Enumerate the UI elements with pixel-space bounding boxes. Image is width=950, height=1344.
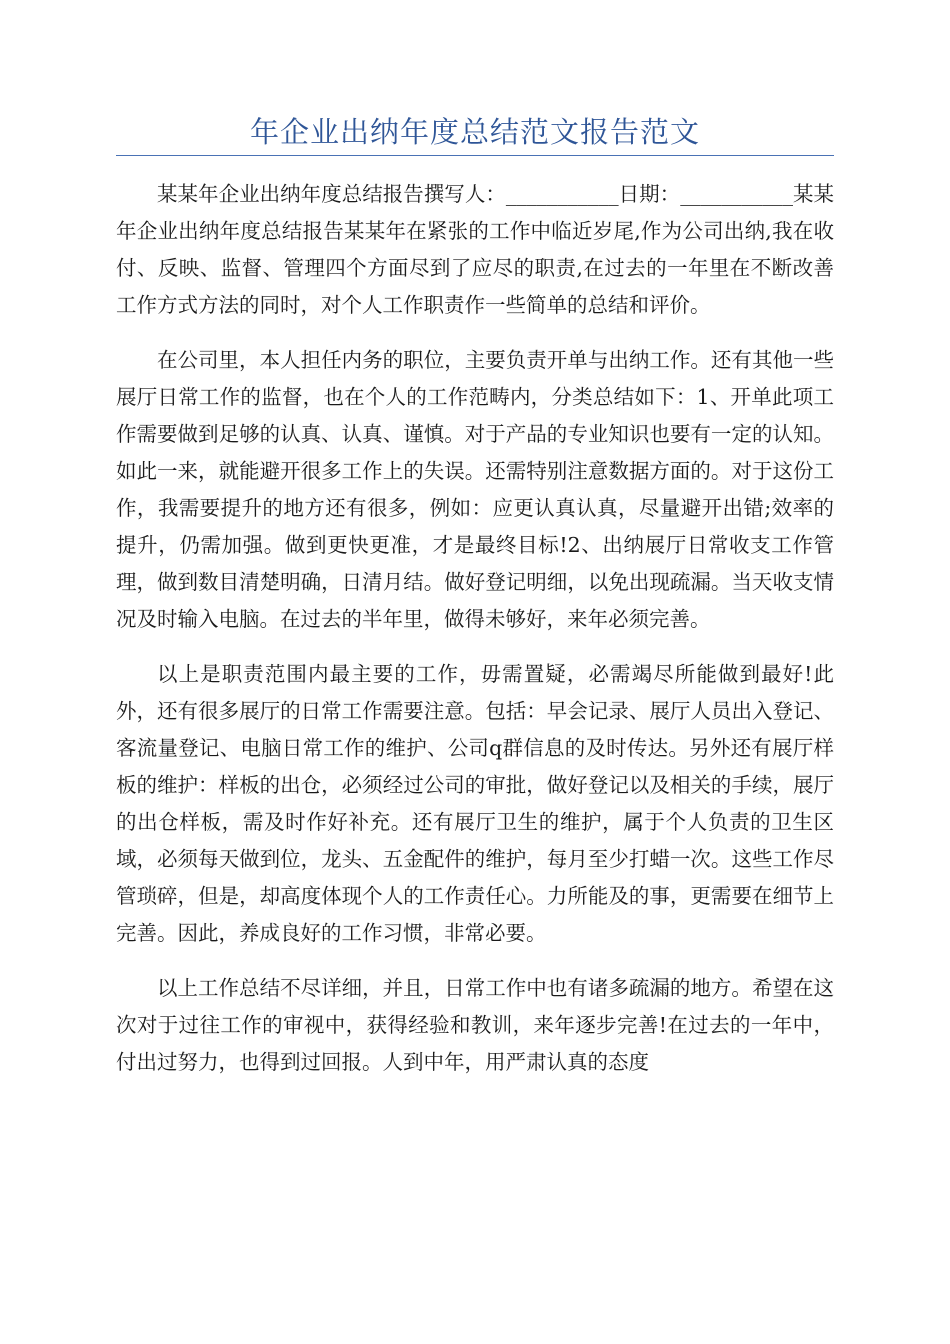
document-title: 年企业出纳年度总结范文报告范文 xyxy=(249,115,700,149)
paragraph-duties: 在公司里，本人担任内务的职位，主要负责开单与出纳工作。还有其他一些展厅日常工作的监督，也在个人的工作范畴内，分类总结如下：1、开单此项工作需要做到足够的认真、认真、谨慎。对于产品的专业知识也要有一定的认知。如此一来，就能避开很多工作上的失误。还需特别注意数据方面的。对于这份工作，我需要提升的地方还有很多，例如：应更认真认真，尽量避开出错;效率的提升，仍需加强。做到更快更准，才是最终目标!2、出纳展厅日常收支工作管理，做到数目清楚明确，日清月结。做好登记明细，以免出现疏漏。当天收支情况及时输入电脑。在过去的半年里，做得未够好，来年必须完善。 xyxy=(116,348,834,631)
paragraph-intro: 某某年企业出纳年度总结报告撰写人：___________日期：___________某某年企业出纳年度总结报告某某年在紧张的工作中临近岁尾,作为公司出纳,我在收付、反映、监督、管理四个方面尽到了应尽的职责,在过去的一年里在不断改善工作方式方法的同时，对个人工作职责作一些简单的总结和评价。 xyxy=(116,182,834,317)
paragraph-conclusion: 以上工作总结不尽详细，并且，日常工作中也有诸多疏漏的地方。希望在这次对于过往工作的审视中，获得经验和教训，来年逐步完善!在过去的一年中，付出过努力，也得到过回报。人到中年，用严肃认真的态度 xyxy=(116,976,834,1074)
title-underline xyxy=(116,155,834,156)
paragraph-daily-work: 以上是职责范围内最主要的工作，毋需置疑，必需竭尽所能做到最好!此外，还有很多展厅的日常工作需要注意。包括：早会记录、展厅人员出入登记、客流量登记、电脑日常工作的维护、公司q群信息的及时传达。另外还有展厅样板的维护：样板的出仓，必须经过公司的审批，做好登记以及相关的手续，展厅的出仓样板，需及时作好补充。还有展厅卫生的维护，属于个人负责的卫生区域，必须每天做到位，龙头、五金配件的维护，每月至少打蜡一次。这些工作尽管琐碎，但是，却高度体现个人的工作责任心。力所能及的事，更需要在细节上完善。因此，养成良好的工作习惯，非常必要。 xyxy=(116,662,834,945)
document-body xyxy=(116,176,834,1099)
